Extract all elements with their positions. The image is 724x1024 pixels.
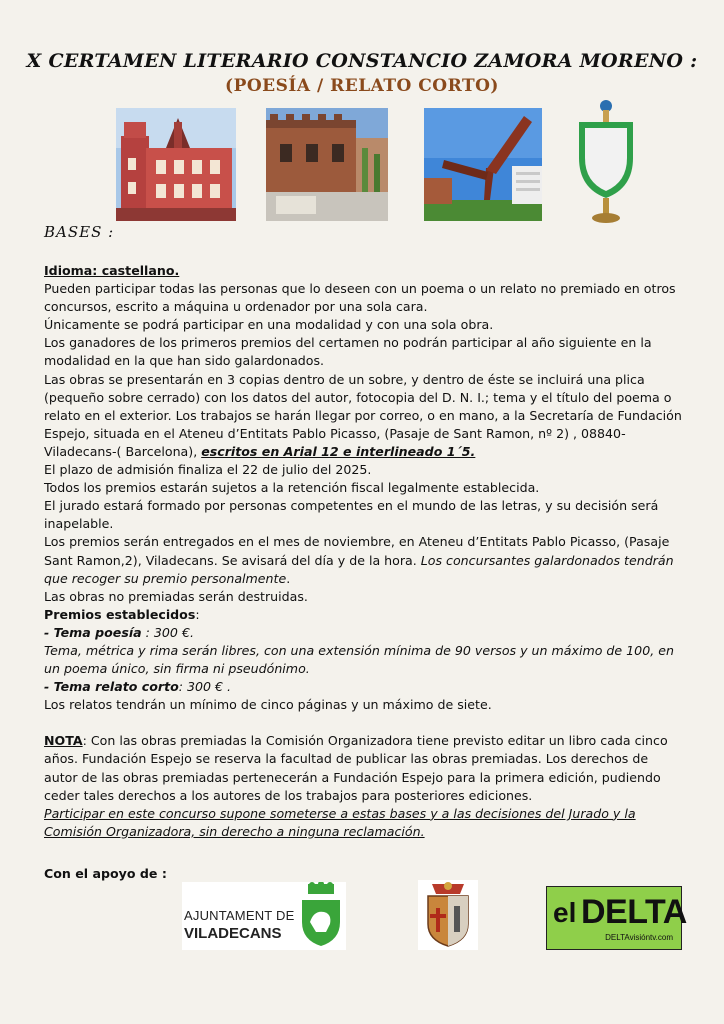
page-title: X CERTAMEN LITERARIO CONSTANCIO ZAMORA MORENO : bbox=[26, 50, 698, 72]
rule-submission-text: Las obras se presentarán en 3 copias dentro de un sobre, y dentro de éste se incluirá una plica (pequeño sobre cerrado) con los datos del autor, fotocopia del D. N. I.; tema y el título del poema o relato en el exterior. Los trabajos se harán llegar por correo, o en mano, a la Secretaría de Fundación Espejo, situada en el Ateneu d’Entitats Pablo Picasso, (Pasaje de Sant Ramon, nº 2) , 08840-Viladecans-( Barcelona), bbox=[44, 371, 682, 459]
prizes-colon: : bbox=[195, 606, 200, 622]
ajuntament-viladecans-logo bbox=[182, 882, 346, 950]
support-label: Con el apoyo de : bbox=[44, 866, 167, 881]
rule-one-work: Únicamente se podrá participar en una modalidad y con una sola obra. bbox=[44, 317, 494, 333]
rule-format: escritos en Arial 12 e interlineado 1´5. bbox=[201, 443, 476, 459]
rule-awards bbox=[44, 533, 684, 587]
rule-submission bbox=[44, 371, 684, 461]
prize-poetry-desc: Tema, métrica y rima serán libres, con una extensión mínima de 90 versos y un máximo de 100, en un poema único, sin firma ni pseudónimo. bbox=[44, 642, 674, 677]
rule-deadline: El plazo de admisión finaliza el 22 de julio del 2025. bbox=[44, 462, 372, 478]
delta-url: DELTAvisióntv.com bbox=[605, 933, 673, 942]
rule-destroyed: Las obras no premiadas serán destruidas. bbox=[44, 588, 308, 604]
trophy-shield-image bbox=[576, 98, 636, 226]
rule-awards-text: Los premios serán entregados en el mes de noviembre, en Ateneu d’Entitats Pablo Picasso, (Pasaje Sant Ramon,2), Viladecans. Se avisará del día y de la hora. bbox=[44, 534, 670, 568]
photo-castle bbox=[266, 108, 388, 221]
rule-awards-end: . bbox=[286, 570, 291, 586]
rule-tax: Todos los premios estarán sujetos a la retención fiscal legalmente establecida. bbox=[44, 480, 540, 496]
prize-story-value: : 300 € . bbox=[178, 679, 232, 695]
rule-participants: Pueden participar todas las personas que lo deseen con un poema o un relato no premiado en otros concursos, escrito a máquina u ordenador por una sola cara. bbox=[44, 281, 676, 315]
prize-poetry-value: : 300 €. bbox=[141, 624, 194, 640]
ajuntament-line2: VILADECANS bbox=[184, 925, 282, 942]
rule-awards-pickup: Los concursantes galardonados tendrán que recoger su premio personalmente bbox=[44, 552, 674, 586]
prize-poetry bbox=[44, 624, 684, 642]
coat-of-arms-logo bbox=[418, 880, 478, 950]
final-clause: Participar en este concurso supone someterse a estas bases y a las decisiones del Jurado y la Comisión Organizadora, sin derecho a ninguna reclamación. bbox=[44, 805, 636, 839]
prize-story-label: - Tema relato corto bbox=[44, 679, 179, 695]
prize-story-desc: Los relatos tendrán un mínimo de cinco páginas y un máximo de siete. bbox=[44, 697, 492, 713]
bases-heading: BASES : bbox=[44, 223, 115, 241]
photo-sculpture bbox=[424, 108, 542, 221]
note bbox=[44, 732, 684, 804]
language-rule: Idioma: castellano. bbox=[44, 263, 180, 278]
delta-main: DELTA bbox=[581, 893, 687, 931]
note-text: : Con las obras premiadas la Comisión Organizadora tiene previsto editar un libro cada cinco años. Fundación Espejo se reserva la facultad de publicar las obras premiadas. Los derechos de autor de las obras premiadas pertenecerán a Fundación Espejo para la primera edición, pudiendo ceder tales derechos a los autores de los trabajos para posteriores ediciones. bbox=[44, 733, 668, 803]
viladecans-emblem-icon bbox=[298, 882, 344, 948]
ajuntament-line1: AJUNTAMENT DE bbox=[184, 908, 295, 923]
rule-jury: El jurado estará formado por personas competentes en el mundo de las letras, y su decisión será inapelable. bbox=[44, 498, 659, 532]
prize-poetry-label: - Tema poesía bbox=[44, 624, 142, 640]
delta-el: el bbox=[553, 897, 577, 928]
note-label: NOTA bbox=[44, 733, 83, 749]
prize-story bbox=[44, 678, 684, 696]
rule-winners: Los ganadores de los primeros premios del certamen no podrán participar al año siguiente en la modalidad en la que han sido galardonados. bbox=[44, 335, 652, 369]
prizes-label: Premios establecidos bbox=[44, 606, 196, 622]
photo-red-building bbox=[116, 108, 236, 221]
page-subtitle: (POESÍA / RELATO CORTO) bbox=[225, 76, 499, 96]
prizes-heading bbox=[44, 606, 684, 624]
el-delta-logo bbox=[546, 886, 687, 950]
rules-body bbox=[44, 262, 684, 841]
